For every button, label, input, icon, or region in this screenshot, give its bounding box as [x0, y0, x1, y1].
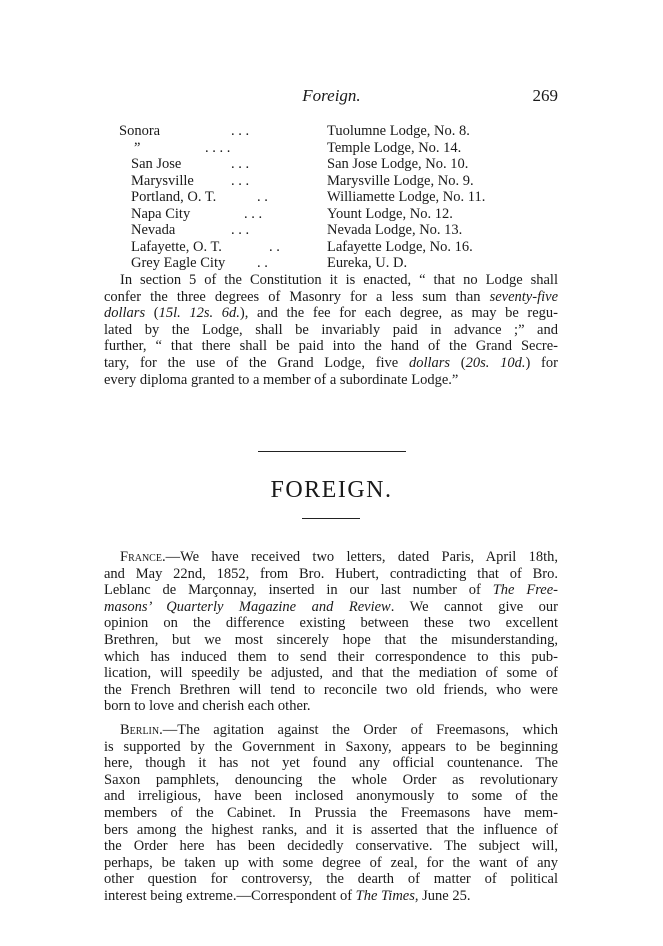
text-line: the Order here has been decidedly conservative. The subject will,: [104, 838, 558, 855]
text-line: and May 22nd, 1852, from Bro. Hubert, contradicting that of Bro.: [104, 565, 558, 582]
text-line: is supported by the Government in Saxony, appears to be beginning: [104, 738, 558, 755]
text-line: bers among the highest ranks, and it is asserted that the influence of: [104, 821, 558, 838]
text-line: born to love and cherish each other.: [104, 698, 311, 715]
lodge-row: [119, 123, 539, 140]
leader-dots: . . .: [231, 123, 250, 139]
text-line: other question for controversy, the dearth of matter of political: [104, 871, 558, 888]
lodge-row: [119, 239, 539, 256]
constitution-paragraph: [104, 272, 558, 388]
text-line: confer the three degrees of Masonry for a less sum than seventy-five: [104, 288, 558, 305]
paragraph-lead: Berlin.: [120, 722, 163, 738]
text-line: here, though it has not yet found any official countenance. The: [104, 755, 558, 772]
text-line: Saxon pamphlets, denouncing the whole Order as revolutionary: [104, 771, 558, 788]
lodge-row: [119, 140, 539, 157]
lodge-name: Temple Lodge, No. 14.: [327, 139, 462, 156]
page-number: 269: [532, 86, 558, 105]
lodge-name: Nevada Lodge, No. 13.: [327, 222, 463, 238]
lodge-row: [119, 189, 539, 206]
lodge-name: Lafayette Lodge, No. 16.: [327, 238, 473, 255]
text-line: lated by the Lodge, shall be invariably paid in advance ;” and: [104, 321, 558, 338]
lodge-name: Williamette Lodge, No. 11.: [327, 189, 486, 205]
lodge-name: Marysville Lodge, No. 9.: [327, 172, 474, 189]
text-line-rest: —The agitation against the Order of Freemasons, which: [162, 722, 558, 738]
paragraph-lead: France.: [120, 549, 166, 565]
running-head: [0, 86, 663, 108]
leader-dots: . . . .: [205, 139, 231, 156]
text-line: dollars (15l. 12s. 6d.), and the fee for each degree, as may be regu-: [104, 305, 559, 322]
section-title: FOREIGN.: [270, 477, 393, 503]
lodge-place: San Jose: [131, 156, 182, 172]
lodge-row: [119, 222, 539, 239]
text-line: further, “ that there shall be paid into the hand of the Grand Secre-: [104, 338, 558, 355]
berlin-paragraph: [104, 722, 558, 905]
leader-dots: . . .: [231, 156, 250, 172]
lodge-place: Lafayette, O. T.: [131, 238, 222, 255]
lodge-place: Sonora: [119, 123, 161, 139]
text-line: Brethren, but we most sincerely hope that the misunderstanding,: [104, 631, 558, 648]
text-line-rest: —We have received two letters, dated Paris, April 18th,: [165, 549, 558, 565]
lodge-row: [119, 173, 539, 190]
leader-dots: . .: [269, 238, 280, 255]
text-line: tary, for the use of the Grand Lodge, five dollars (20s. 10d.) for: [104, 354, 558, 371]
lodge-name: Tuolumne Lodge, No. 8.: [327, 123, 470, 139]
lodge-place: Napa City: [131, 205, 191, 222]
text-line: and irreligious, have been inclosed anonymously to some of the: [104, 788, 558, 805]
lodge-place: Nevada: [131, 222, 176, 238]
lodge-place: Portland, O. T.: [131, 189, 217, 205]
running-head-title: Foreign.: [302, 86, 361, 105]
text-line: members of the Cabinet. In Prussia the Freemasons have mem-: [104, 804, 558, 821]
lodge-row: [119, 156, 539, 173]
lodge-name: Eureka, U. D.: [327, 255, 408, 271]
section-divider: [258, 451, 406, 452]
lodge-row: [119, 255, 539, 272]
lodge-list: [119, 123, 539, 272]
lodge-place: Grey Eagle City: [131, 255, 226, 271]
leader-dots: . . .: [231, 222, 250, 238]
text-line: In section 5 of the Constitution it is enacted, “ that no Lodge shall: [120, 272, 558, 288]
text-line: interest being extreme.—Correspondent of The Times, June 25.: [104, 887, 471, 904]
lodge-row: [119, 206, 539, 223]
text-line: every diploma granted to a member of a subordinate Lodge.”: [104, 371, 459, 388]
title-underline: [302, 518, 360, 519]
text-line: masons’ Quarterly Magazine and Review. We cannot give our: [104, 598, 558, 615]
text-line: [104, 722, 558, 739]
text-line: lication, will speedily be adjusted, and that the mediation of some of: [104, 665, 558, 682]
text-line: the French Brethren will tend to reconcile two old friends, who were: [104, 681, 558, 698]
lodge-place: Marysville: [131, 172, 194, 189]
text-line: perhaps, be taken up with some degree of zeal, for the want of any: [104, 854, 558, 871]
leader-dots: . . .: [231, 172, 250, 189]
ditto-mark: ”: [134, 139, 141, 156]
text-line: which has induced them to send their correspondence to this pub-: [104, 648, 558, 665]
text-line: opinion on the difference existing between these two excellent: [104, 615, 558, 632]
leader-dots: . .: [257, 255, 268, 271]
leader-dots: . .: [257, 189, 268, 205]
leader-dots: . . .: [244, 205, 263, 222]
lodge-name: Yount Lodge, No. 12.: [327, 205, 453, 222]
text-line: Leblanc de Marçonnay, inserted in our last number of The Free-: [104, 582, 558, 599]
lodge-name: San Jose Lodge, No. 10.: [327, 156, 469, 172]
text-line: [104, 549, 558, 566]
france-paragraph: [104, 549, 558, 715]
